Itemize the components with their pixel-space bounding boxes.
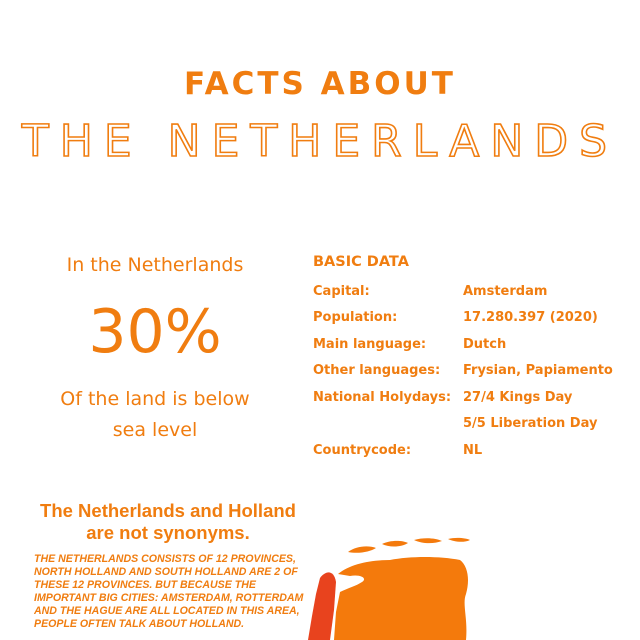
row-label: Other languages: (313, 363, 441, 379)
row-value: 27/4 Kings Day (463, 389, 573, 405)
basic-data-row-holidays (313, 384, 633, 411)
map-island (382, 541, 408, 547)
row-label: Main language: (313, 336, 427, 352)
stat-number: 30% (88, 297, 222, 367)
row-label: Population: (313, 310, 398, 326)
row-value: Amsterdam (463, 283, 548, 299)
basic-data-row-other-languages (313, 358, 633, 385)
netherlands-map-image (290, 530, 640, 640)
stat-caption-line-2: sea level (112, 419, 198, 441)
map-mainland (334, 557, 468, 640)
map-island (348, 546, 376, 552)
note-heading-line-2: are not synonyms. (86, 522, 250, 543)
map-island (448, 538, 470, 542)
basic-data-panel (313, 254, 633, 464)
stat-caption (30, 384, 280, 446)
basic-data-row-main-language (313, 331, 633, 358)
map-north-holland (308, 572, 336, 640)
row-value: 5/5 Liberation Day (463, 416, 598, 432)
title-the-netherlands: THE NETHERLANDS (21, 116, 619, 167)
stat-caption-line-1: Of the land is below (60, 388, 250, 410)
row-label: National Holydays: (313, 389, 452, 405)
note-heading (18, 500, 318, 544)
note-heading-line-1: The Netherlands and Holland (40, 500, 296, 521)
basic-data-row-capital (313, 278, 633, 305)
row-value: NL (463, 442, 483, 458)
map-island (414, 538, 442, 543)
stat-intro: In the Netherlands (66, 254, 244, 276)
basic-data-heading: BASIC DATA (313, 254, 409, 270)
row-value: Dutch (463, 336, 507, 352)
basic-data-row-countrycode (313, 437, 633, 464)
row-value: Frysian, Papiamento (463, 363, 613, 379)
basic-data-row-population (313, 305, 633, 332)
row-label: Countrycode: (313, 442, 412, 458)
note-body: THE NETHERLANDS CONSISTS OF 12 PROVINCES, NORTH HOLLAND AND SOUTH HOLLAND ARE 2 OF THESE 12 PROVINCES. BUT BECAUSE THE IMPORTANT BIG CITIES: AMSTERDAM, ROTTERDAM AND THE HAGUE ARE ALL LOCATED IN THIS AREA, PEOPLE OFTEN TALK ABOUT HOLLAND. (34, 553, 304, 630)
row-value: 17.280.397 (2020) (463, 310, 598, 326)
stat-block (30, 254, 280, 446)
basic-data-row-holidays-2 (313, 411, 633, 438)
row-label: Capital: (313, 283, 370, 299)
title-facts-about: FACTS ABOUT (184, 66, 456, 102)
